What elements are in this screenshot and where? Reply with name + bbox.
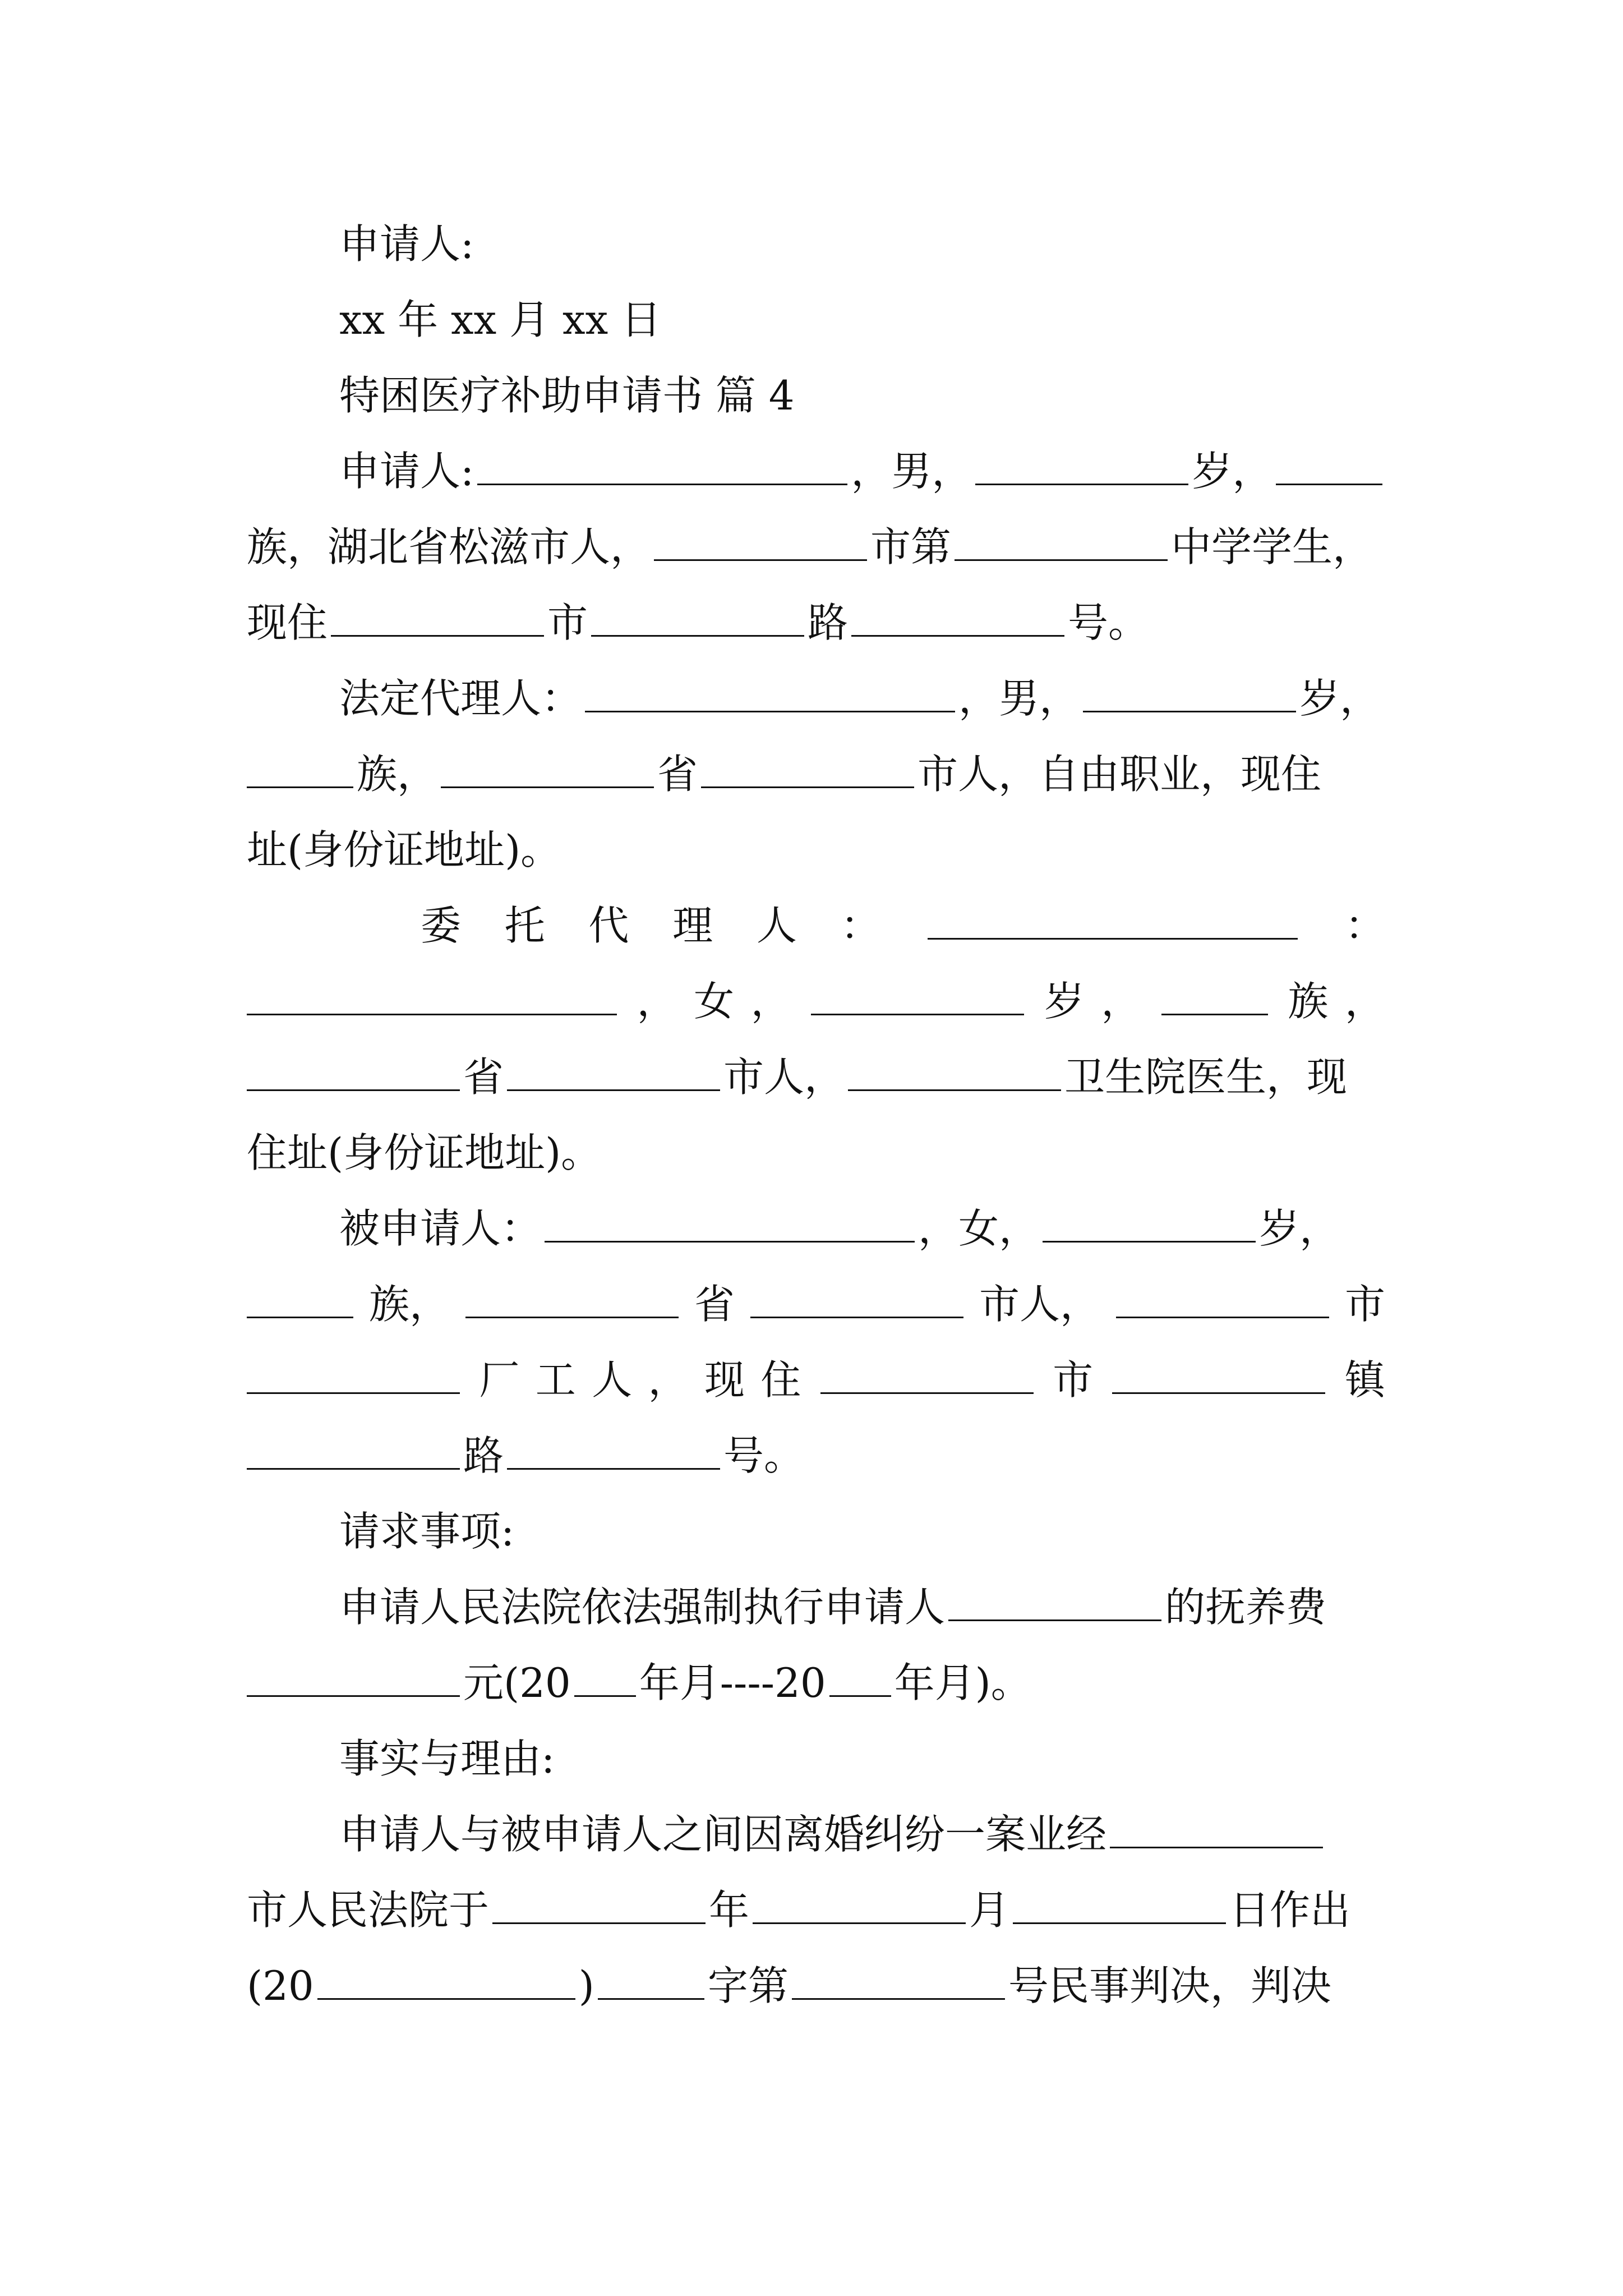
text: 族，湖北省松滋市人， <box>247 523 651 570</box>
blank-field[interactable] <box>792 1963 1005 2000</box>
blank-field[interactable] <box>851 600 1064 637</box>
text: xx 年 xx 月 xx 日 <box>339 296 662 343</box>
text: 岁 <box>1044 978 1085 1025</box>
blank-field[interactable] <box>750 1282 963 1318</box>
blank-field[interactable] <box>1112 1358 1325 1394</box>
text: 厂 <box>479 1356 520 1404</box>
blank-field[interactable] <box>948 1585 1161 1621</box>
text: 月 <box>969 1887 1010 1934</box>
text: 号。 <box>1068 599 1149 646</box>
applicant-line-2 <box>247 519 1385 575</box>
text: 理 <box>672 902 713 949</box>
date-line <box>247 292 1385 348</box>
text: 现住 <box>247 599 328 646</box>
blank-field[interactable] <box>574 1660 636 1697</box>
blank-field[interactable] <box>753 1888 966 1924</box>
text: 托 <box>504 902 545 949</box>
text: 路 <box>808 599 849 646</box>
text: 委 <box>421 902 462 949</box>
blank-field[interactable] <box>829 1660 891 1697</box>
facts-heading <box>247 1731 1385 1787</box>
text: 中学学生， <box>1171 523 1373 570</box>
blank-field[interactable] <box>1043 1206 1256 1243</box>
facts-line-2 <box>247 1882 1385 1938</box>
text: 族 <box>1288 978 1329 1025</box>
text: 省 <box>694 1281 735 1328</box>
text: 女 <box>694 978 735 1025</box>
respondent-line-1 <box>247 1200 1385 1257</box>
blank-field[interactable] <box>247 1660 460 1697</box>
applicant-line-1 <box>247 443 1385 499</box>
text: 申请人: <box>339 220 474 268</box>
text: ， <box>1101 978 1142 1025</box>
text: 住址(身份证地址)。 <box>247 1129 602 1176</box>
text: 址(身份证地址)。 <box>247 826 561 873</box>
facts-line-3 <box>247 1958 1385 2014</box>
text: 被申请人： <box>339 1205 542 1252</box>
blank-field[interactable] <box>928 903 1298 940</box>
facts-line-1 <box>247 1806 1385 1862</box>
text: 路 <box>463 1432 504 1479</box>
blank-field[interactable] <box>1161 979 1268 1015</box>
text: 市人，自由职业，现住 <box>917 751 1322 798</box>
text: 的抚养费 <box>1165 1584 1327 1631</box>
blank-field[interactable] <box>247 1358 460 1394</box>
respondent-line-3 <box>247 1352 1385 1408</box>
text: (20 <box>247 1962 314 2009</box>
blank-field[interactable] <box>654 524 867 561</box>
agent-line-2 <box>247 973 1385 1029</box>
text: 代 <box>588 902 629 949</box>
blank-field[interactable] <box>1083 676 1296 712</box>
blank-field[interactable] <box>848 1055 1061 1091</box>
text: ： <box>1344 902 1385 949</box>
text: 工 <box>535 1356 576 1404</box>
text: 镇 <box>1344 1356 1385 1404</box>
text: ， <box>648 1356 689 1404</box>
text: 市人民法院于 <box>247 1887 490 1934</box>
agent-line-4 <box>247 1125 1385 1181</box>
blank-field[interactable] <box>585 676 955 712</box>
blank-field[interactable] <box>507 1433 720 1470</box>
text: 族， <box>368 1281 450 1328</box>
text: ，男， <box>958 675 1080 722</box>
text: 年月)。 <box>894 1659 1031 1706</box>
text: ) <box>578 1962 594 2009</box>
blank-field[interactable] <box>701 752 914 788</box>
blank-field[interactable] <box>247 1055 460 1091</box>
text: ， <box>750 978 791 1025</box>
blank-field[interactable] <box>820 1358 1034 1394</box>
blank-field[interactable] <box>545 1206 915 1243</box>
blank-field[interactable] <box>477 449 847 485</box>
agent-line-3 <box>247 1049 1385 1105</box>
blank-field[interactable] <box>247 1433 460 1470</box>
text: 省 <box>657 751 698 798</box>
text: 人 <box>756 902 797 949</box>
text: 市 <box>1344 1281 1385 1328</box>
text: 特困医疗补助申请书 篇 4 <box>339 372 795 419</box>
signature-label <box>247 216 1385 272</box>
text: 族， <box>357 751 438 798</box>
blank-field[interactable] <box>591 600 804 637</box>
text: 日作出 <box>1229 1887 1351 1934</box>
text: 市 <box>1053 1356 1094 1404</box>
applicant-line-3 <box>247 595 1385 651</box>
text: 岁， <box>1299 675 1381 722</box>
text: ， <box>1344 978 1385 1025</box>
claims-heading <box>247 1503 1385 1559</box>
legal-rep-line-1 <box>247 670 1385 726</box>
text: ， <box>637 978 677 1025</box>
text: 市人， <box>723 1053 845 1101</box>
agent-line-1 <box>247 898 1385 954</box>
text: 市 <box>547 599 588 646</box>
blank-field[interactable] <box>465 1282 679 1318</box>
section-title <box>247 367 1385 424</box>
blank-field[interactable] <box>975 449 1188 485</box>
respondent-line-4 <box>247 1428 1385 1484</box>
blank-field[interactable] <box>317 1963 575 2000</box>
legal-rep-line-3 <box>247 822 1385 878</box>
text: 号民事判决，判决 <box>1008 1962 1331 2009</box>
blank-field[interactable] <box>441 752 654 788</box>
text: 元(20 <box>463 1659 571 1706</box>
text: ，男， <box>851 448 972 495</box>
text: ： <box>840 902 881 949</box>
text: 住 <box>760 1356 801 1404</box>
text: 省 <box>463 1053 504 1101</box>
text: 市第 <box>870 523 952 570</box>
blank-field[interactable] <box>1116 1282 1329 1318</box>
claims-line-2 <box>247 1655 1385 1711</box>
text: 申请人民法院依法强制执行申请人 <box>339 1584 946 1631</box>
legal-rep-line-2 <box>247 746 1385 802</box>
text: 年月----20 <box>639 1659 826 1706</box>
claims-line-1 <box>247 1579 1385 1635</box>
text: 岁， <box>1192 448 1273 495</box>
text: 市人， <box>979 1281 1100 1328</box>
blank-field[interactable] <box>247 1282 353 1318</box>
blank-field[interactable] <box>811 979 1024 1015</box>
text: 年 <box>709 1887 750 1934</box>
text: 申请人: <box>339 448 474 495</box>
blank-field[interactable] <box>247 979 617 1015</box>
text: 字第 <box>707 1962 789 2009</box>
blank-field[interactable] <box>1110 1812 1323 1848</box>
blank-field[interactable] <box>492 1888 706 1924</box>
respondent-line-2 <box>247 1276 1385 1332</box>
text: 卫生院医生，现 <box>1064 1053 1348 1101</box>
blank-field[interactable] <box>955 524 1168 561</box>
text: 岁， <box>1259 1205 1340 1252</box>
text: 申请人与被申请人之间因离婚纠纷一案业经 <box>339 1811 1107 1858</box>
blank-field[interactable] <box>331 600 544 637</box>
blank-field[interactable] <box>1276 449 1382 485</box>
text: 号。 <box>723 1432 805 1479</box>
blank-field[interactable] <box>598 1963 704 2000</box>
blank-field[interactable] <box>1013 1888 1226 1924</box>
blank-field[interactable] <box>247 752 353 788</box>
text: ，女， <box>918 1205 1040 1252</box>
text: 请求事项: <box>339 1508 515 1555</box>
text: 现 <box>704 1356 745 1404</box>
text: 法定代理人： <box>339 675 582 722</box>
text: 人 <box>592 1356 633 1404</box>
text: 事实与理由: <box>339 1735 555 1782</box>
blank-field[interactable] <box>507 1055 720 1091</box>
